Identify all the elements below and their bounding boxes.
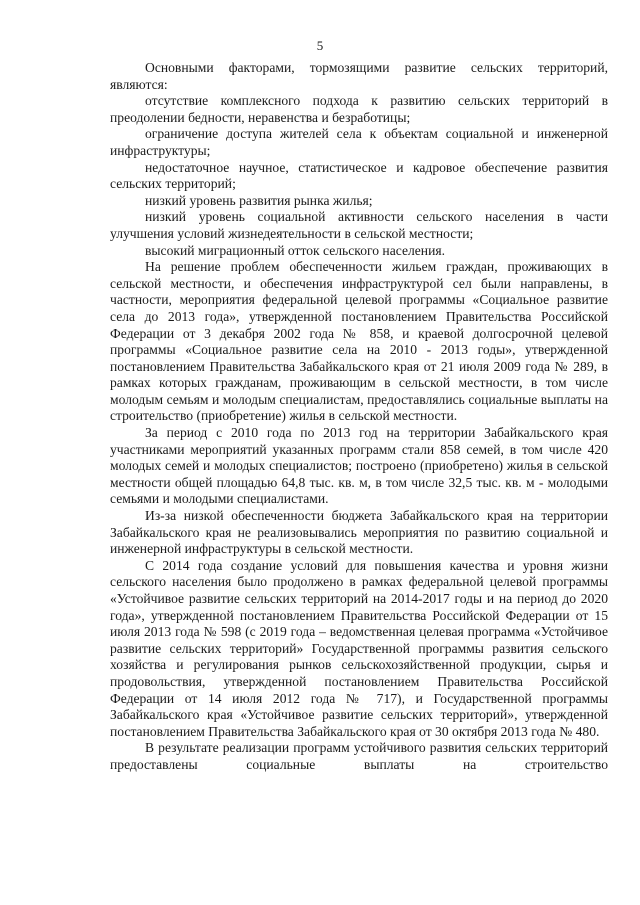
page-number: 5 bbox=[316, 38, 324, 53]
paragraph-factor-approach: отсутствие комплексного подхода к развитию сельских территорий в преодолении бедности, неравенства и безработицы; bbox=[110, 93, 608, 125]
paragraph-factor-science: недостаточное научное, статистическое и кадровое обеспечение развития сельских территорий; bbox=[110, 159, 608, 192]
paragraph-factor-access: ограничение доступа жителей села к объектам социальной и инженерной инфраструктуры; bbox=[110, 126, 608, 158]
document-body bbox=[110, 60, 608, 774]
paragraph-2014-programs: С 2014 года создание условий для повышения качества и уровня жизни сельского населения было продолжено в рамках федеральной целевой программы «Устойчивое развитие сельских территорий на 2014-2017 годы и на период до 2020 года», утвержденной постановлением Правительства Российской Федерации от 15 июля 2013 года № 598 (с 2019 года – ведомственная целевая программа «Устойчивое развитие сельских территорий» Государственной программы развития сельского хозяйства и регулирования рынков сельскохозяйственной продукции, сырья и продовольствия, утвержденной постановлением Правительства Российской Федерации от 14 июля 2012 года № 717), и Государственной программы Забайкальского края «Устойчивое развитие сельских территорий», утвержденной постановлением Правительства Забайкальского края от 30 октября 2013 года № 480. bbox=[110, 557, 608, 739]
paragraph-2010-2013-results: За период с 2010 года по 2013 год на территории Забайкальского края участниками мероприятий указанных программ стали 858 семей, в том числе 420 молодых семей и молодых специалистов; построено (приобретено) жилья в сельской местности общей площадью 64,8 тыс. кв. м, в том числе 32,5 тыс. кв. м - молодыми семьями и молодыми специалистами. bbox=[110, 425, 608, 507]
paragraph-factor-migration: высокий миграционный отток сельского населения. bbox=[145, 242, 445, 258]
paragraph-factor-social-activity: низкий уровень социальной активности сельского населения в части улучшения условий жизнедеятельности в сельской местности; bbox=[110, 209, 608, 241]
paragraph-results-continued: В результате реализации программ устойчивого развития сельских территорий предоставлены социальные выплаты на строительство bbox=[110, 740, 608, 772]
paragraph-factors-intro: Основными факторами, тормозящими развитие сельских территорий, являются: bbox=[110, 60, 608, 92]
paragraph-budget-limits: Из-за низкой обеспеченности бюджета Забайкальского края на территории Забайкальского края не реализовывались мероприятия по развитию социальной и инженерной инфраструктуры в сельской местности. bbox=[110, 508, 608, 557]
paragraph-factor-housing-market: низкий уровень развития рынка жилья; bbox=[145, 192, 373, 208]
paragraph-housing-programs: На решение проблем обеспеченности жильем граждан, проживающих в сельской местности, и обеспечения инфраструктурой сел были направлены, в частности, мероприятия федеральной целевой программы «Социальное развитие села до 2013 года», утвержденной постановлением Правительства Российской Федерации от 3 декабря 2002 года № 858, и краевой долгосрочной целевой программы «Социальное развитие села на 2010 - 2013 годы», утвержденной постановлением Правительства Забайкальского края от 21 июля 2009 года № 289, в рамках которых гражданам, проживающим в сельской местности, в том числе молодым семьям и молодым специалистам, предоставлялись социальные выплаты на строительство (приобретение) жилья в сельской местности. bbox=[110, 259, 608, 424]
